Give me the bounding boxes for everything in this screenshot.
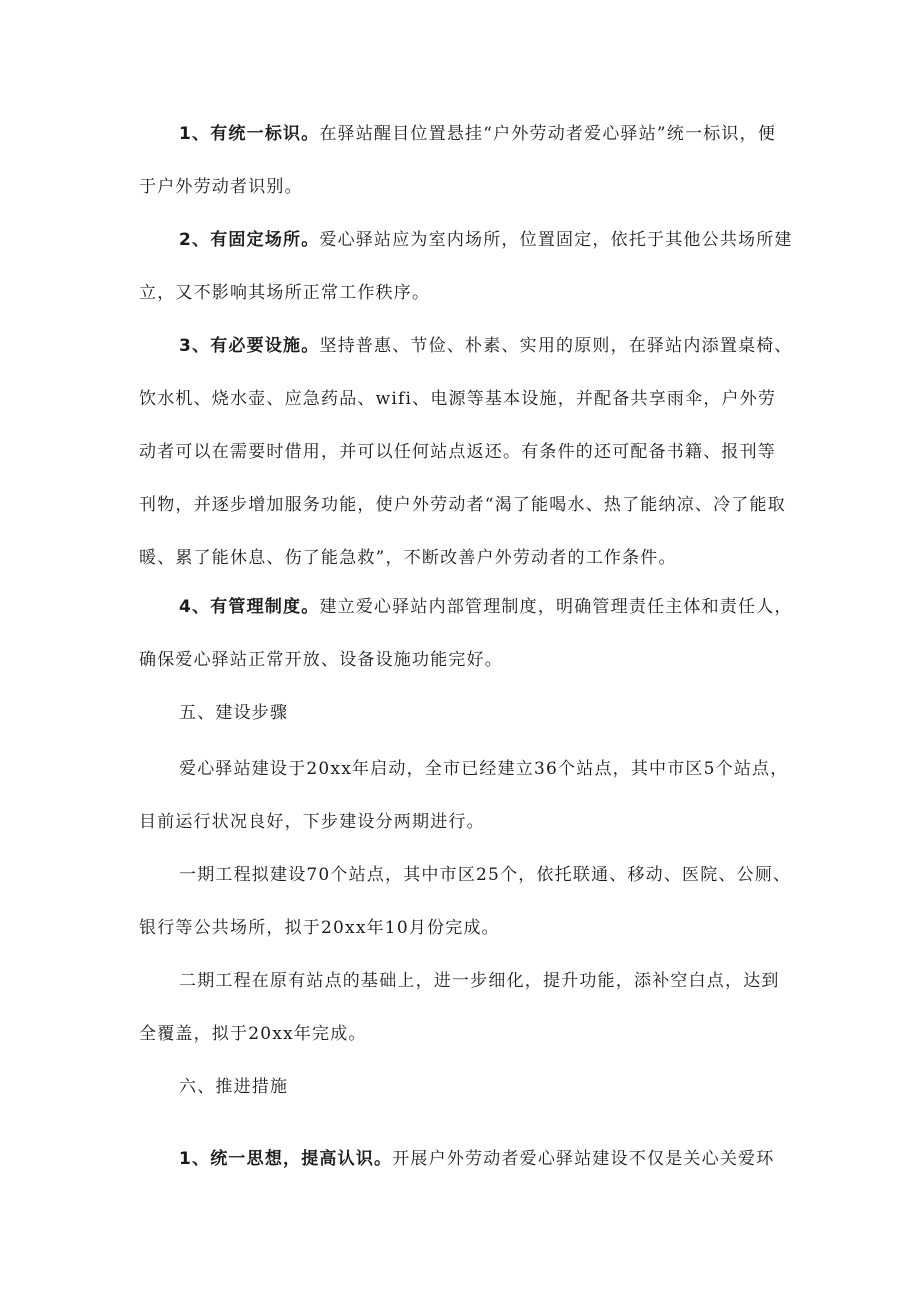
paragraph-1-lead: 1、有统一标识。 <box>179 124 320 144</box>
paragraph-8 <box>139 1133 793 1186</box>
paragraph-4-lead: 4、有管理制度。 <box>179 597 320 617</box>
paragraph-5 <box>139 743 793 849</box>
paragraph-1 <box>139 108 793 214</box>
paragraph-2-text: 爱心驿站应为室内场所，位置固定，依托于其他公共场所建立，又不影响其场所正常工作秩序。 <box>139 230 793 303</box>
paragraph-1-text: 在驿站醒目位置悬挂“户外劳动者爱心驿站”统一标识，便于户外劳动者识别。 <box>139 124 777 197</box>
paragraph-4-text: 建立爱心驿站内部管理制度，明确管理责任主体和责任人，确保爱心驿站正常开放、设备设施功能完好。 <box>139 597 793 670</box>
paragraph-2 <box>139 214 793 320</box>
paragraph-7 <box>139 955 793 1061</box>
paragraph-5-text: 爱心驿站建设于20xx年启动，全市已经建立36个站点，其中市区5个站点，目前运行状况良好，下步建设分两期进行。 <box>139 759 789 832</box>
paragraph-6-text: 一期工程拟建设70个站点，其中市区25个，依托联通、移动、医院、公厕、银行等公共场所，拟于20xx年10月份完成。 <box>139 865 792 938</box>
paragraph-4 <box>139 581 793 687</box>
paragraph-3-lead: 3、有必要设施。 <box>179 336 320 356</box>
paragraph-7-text: 二期工程在原有站点的基础上，进一步细化，提升功能，添补空白点，达到全覆盖，拟于20xx年完成。 <box>139 971 780 1044</box>
paragraph-6 <box>139 849 793 955</box>
section-heading-6: 六、推进措施 <box>179 1077 289 1097</box>
paragraph-8-lead: 1、统一思想，提高认识。 <box>179 1149 393 1169</box>
paragraph-3-text: 坚持普惠、节俭、朴素、实用的原则，在驿站内添置桌椅、饮水机、烧水壶、应急药品、wifi、电源等基本设施，并配备共享雨伞，户外劳动者可以在需要时借用，并可以任何站点返还。有条件的还可配备书籍、报刊等刊物，并逐步增加服务功能，使户外劳动者“渴了能喝水、热了能纳凉、冷了能取暖、累了能休息、伤了能急救”，不断改善户外劳动者的工作条件。 <box>139 336 793 568</box>
paragraph-2-lead: 2、有固定场所。 <box>179 230 320 250</box>
paragraph-3 <box>139 320 793 585</box>
paragraph-8-text: 开展户外劳动者爱心驿站建设不仅是关心关爱环 <box>392 1149 775 1169</box>
section-heading-5: 五、建设步骤 <box>179 703 289 723</box>
